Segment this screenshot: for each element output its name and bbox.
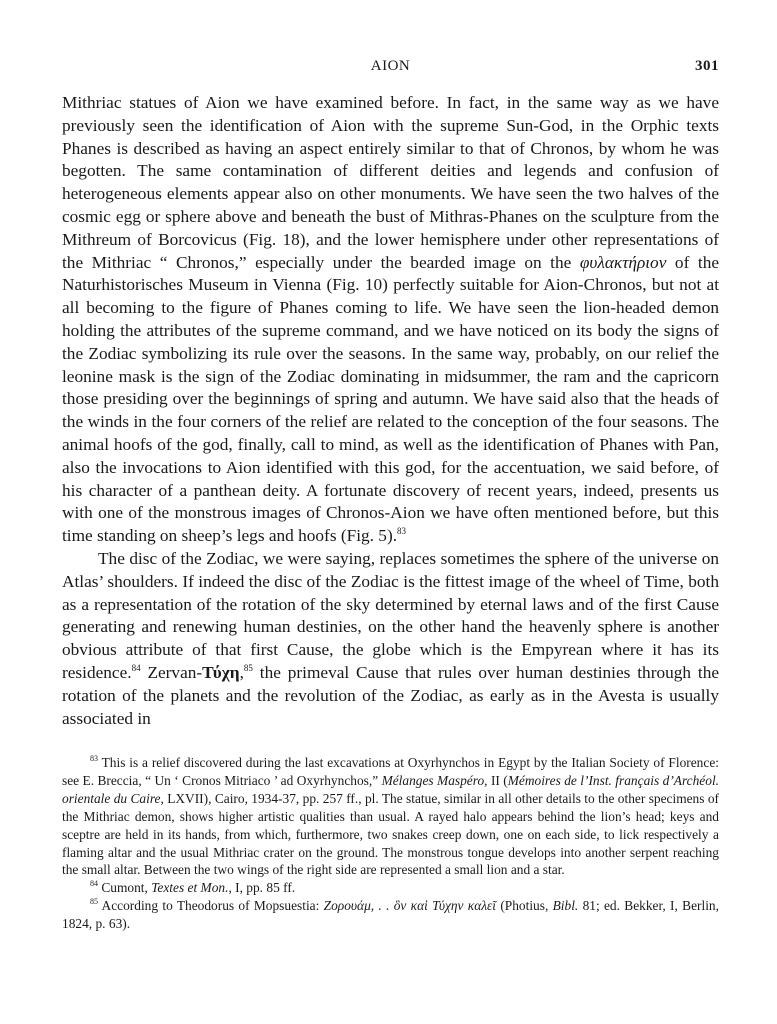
footnote-85 — [62, 897, 719, 933]
paragraph-2-text-c: , — [239, 662, 244, 682]
footnote-85-text-b: (Photius, — [496, 898, 553, 914]
footnote-85-italic: Bibl. — [552, 898, 579, 914]
footnote-83-number: 83 — [90, 754, 98, 763]
paragraph-2-text-d: the primeval Cause that rules over human destinies through the rotation of the planets and the revolution of the Zodiac, as early as in the Avesta is usually associated in — [62, 662, 720, 728]
paragraph-1 — [62, 92, 719, 548]
footnote-83-text-c: , LXVII), Cairo, 1934-37, pp. 257 ff., pl. The statue, similar in all other details to the other specimens of the Mithriac demon, shows higher artistic qualities than usual. A rayed halo appears behind the lion’s head; keys and sceptre are held in its hands, from which, furthermore, two snakes creep down, one on each side, to lick respectively a flaming altar and the usual Mithriac crater on the ground. The monstrous tongue develops into another serpent reaching the small altar. Between the two wings of the right side are represented a small lion and a star. — [62, 790, 719, 878]
footnote-83-italic-2: Mémoires de l’Inst. français d’Archéol. orientale du Caire — [62, 772, 720, 806]
paragraph-2-text-a: The disc of the Zodiac, we were saying, replaces sometimes the sphere of the universe on Atlas’ shoulders. If indeed the disc of the Zodiac is the fittest image of the wheel of Time, both as a representation of the rotation of the sky determined by eternal laws and of the first Cause generating and renewing human destinies, on the other hand the heavenly sphere is another obvious attribute of that first Cause, the globe which is the Empyrean where it has its residence. — [62, 548, 719, 682]
running-header — [62, 58, 719, 78]
footnotes — [62, 754, 719, 933]
footnote-83-text-b: , II ( — [484, 772, 508, 788]
footnote-84-italic: Textes et Mon. — [151, 880, 229, 896]
footnote-83-italic-1: Mélanges Maspéro — [381, 772, 485, 788]
footnote-84-text-a: Cumont, — [98, 880, 152, 896]
greek-tyche: Τύχη — [202, 662, 240, 682]
paragraph-2-text-b: Zervan- — [140, 662, 203, 682]
paragraph-2 — [62, 548, 719, 730]
footnote-84 — [62, 879, 719, 897]
footnote-85-text-c: 81; ed. Bekker, I, Berlin, 1824, p. 63). — [62, 898, 719, 932]
page-number: 301 — [695, 58, 719, 74]
footnote-ref-85: 85 — [243, 662, 253, 673]
footnote-ref-83: 83 — [397, 526, 407, 537]
footnote-83-text-a: This is a relief discovered during the last excavations at Oxyrhynchos in Egypt by the Italian Society of Florence: see E. Breccia, “ Un ‘ Cronos Mitriaco ’ ad Oxyrhynchos,” — [62, 755, 719, 788]
running-title: AION — [370, 58, 411, 74]
footnote-ref-84: 84 — [131, 662, 141, 673]
footnote-83 — [62, 754, 719, 879]
footnote-85-greek: Ζορουάμ, . . ὃν καὶ Τύχην καλεῖ — [323, 898, 497, 914]
paragraph-1-text-a: Mithriac statues of Aion we have examined before. In fact, in the same way as we have previously seen the identification of Aion with the supreme Sun-God, in the Orphic texts Phanes is described as having an aspect entirely similar to that of Chronos, by whom he was begotten. The same contamination of different deities and legends and confusion of heterogeneous elements appear also on other monuments. We have seen the two halves of the cosmic egg or sphere above and beneath the bust of Mithras-Phanes on the sculpture from the Mithreum of Borcovicus (Fig. 18), and the lower hemisphere under other representations of the Mithriac “ Chronos,” especially under the bearded image on the — [62, 93, 719, 272]
footnote-85-text-a: According to Theodorus of Mopsuestia: — [98, 898, 324, 914]
footnote-84-number: 84 — [90, 879, 98, 889]
paragraph-1-text-b: of the Naturhistorisches Museum in Vienna (Fig. 10) perfectly suitable for Aion-Chronos, but not at all becoming to the figure of Phanes coming to life. We have seen the lion-headed demon holding the attributes of the supreme command, and we have noticed on its body the signs of the Zodiac symbolizing its rule over the seasons. In the same way, probably, on our relief the leonine mask is the sign of the Zodiac dominating in midsummer, the ram and the capricorn those presiding over the beginnings of spring and autumn. We have said also that the heads of the winds in the four corners of the relief are related to the conception of the four seasons. The animal hoofs of the god, finally, call to mind, as well as the identification of Phanes with Pan, also the invocations to Aion identified with this god, for the accentuation, we said before, of his character of a panthean deity. A fortunate discovery of recent years, indeed, presents us with one of the monstrous images of Chronos-Aion we have often mentioned before, but this time standing on sheep’s legs and hoofs (Fig. 5). — [62, 252, 719, 546]
footnote-85-number: 85 — [90, 897, 98, 907]
footnote-84-text-b: , I, pp. 85 ff. — [228, 880, 296, 896]
greek-phylakterion: φυλακτήριον — [579, 252, 667, 272]
main-text — [62, 92, 719, 730]
